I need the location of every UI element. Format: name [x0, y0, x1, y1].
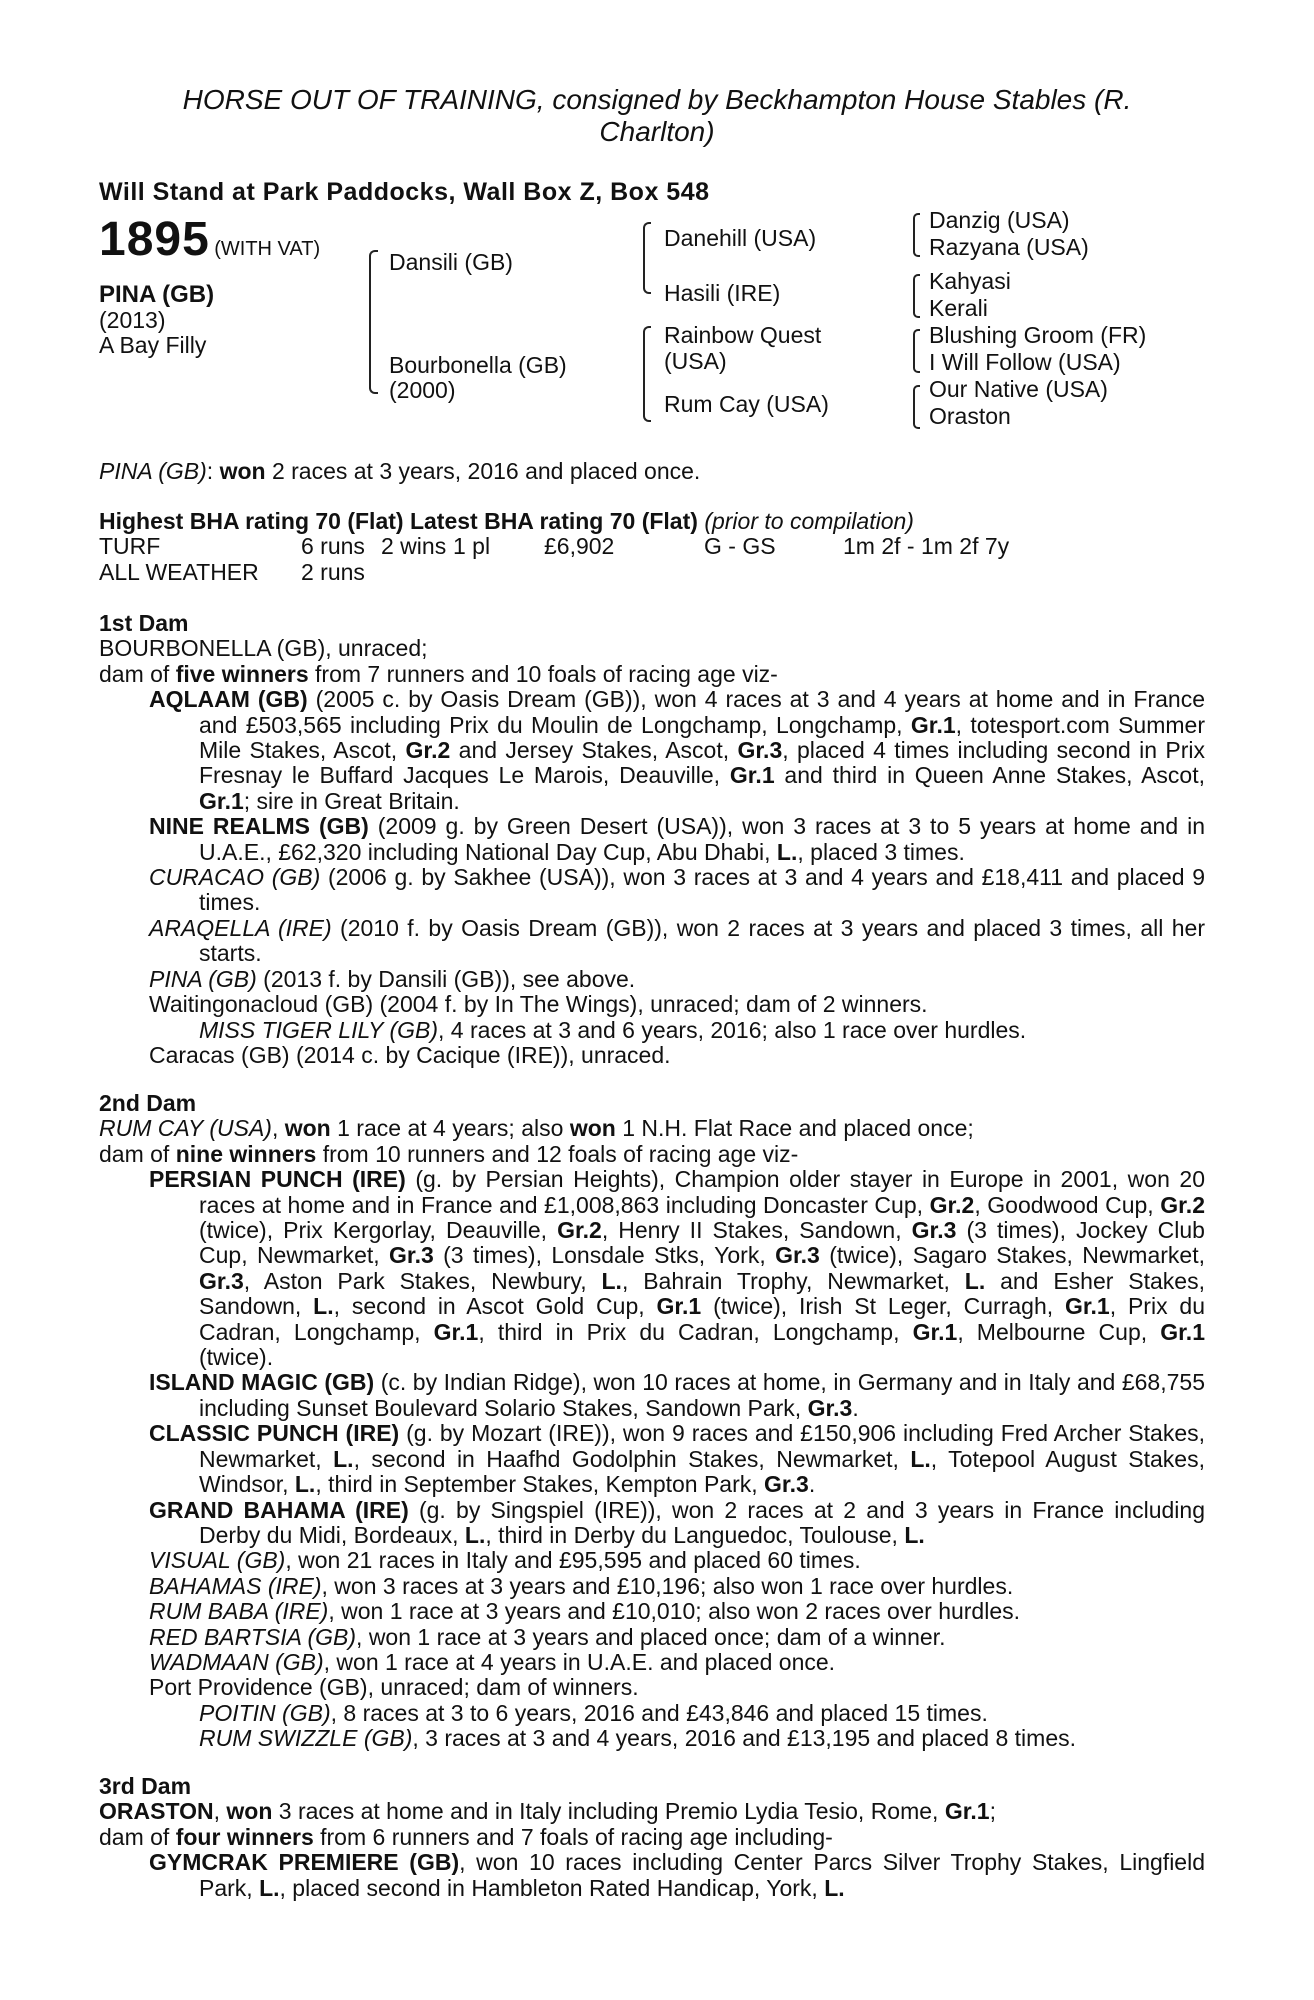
list-item: Port Providence (GB), unraced; dam of winners.	[149, 1674, 639, 1701]
lot-number: 1895	[99, 213, 210, 266]
lot-block	[99, 212, 320, 267]
dam-dam-dam: Oraston	[929, 403, 1011, 429]
horse-name: PINA (GB)	[99, 281, 215, 308]
dam-sire-dam: I Will Follow (USA)	[929, 349, 1121, 375]
list-item: ARAQELLA (IRE) (2010 f. by Oasis Dream (GB)), won 2 races at 3 years and placed 3 times, all her starts.	[149, 914, 1205, 967]
list-item: ISLAND MAGIC (GB) (c. by Indian Ridge), won 10 races at home, in Germany and in Italy and £68,755 including Sunset Boulevard Solario Stakes, Sandown Park, Gr.3.	[149, 1369, 1205, 1421]
g-bracket-2	[913, 274, 920, 318]
horse-info	[99, 282, 214, 359]
list-item: PERSIAN PUNCH (IRE) (g. by Persian Heights), Champion older stayer in Europe in 2001, won 20 races at home and in France and £1,008,863 including Doncaster Cup, Gr.2, Goodwood Cup, Gr.2 (twice), Prix Kergorlay, Deauville, Gr.2, Henry II Stakes, Sandown, Gr.3 (3 times), Jockey Club Cup, Newmarket, Gr.3 (3 times), Lonsdale Stks, York, Gr.3 (twice), Sagaro Stakes, Newmarket, Gr.3, Aston Park Stakes, Newbury, L., Bahrain Trophy, Newmarket, L. and Esher Stakes, Sandown, L., second in Ascot Gold Cup, Gr.1 (twice), Irish St Leger, Curragh, Gr.1, Prix du Cadran, Longchamp, Gr.1, third in Prix du Cadran, Longchamp, Gr.1, Melbourne Cup, Gr.1 (twice).	[149, 1166, 1205, 1371]
horse-desc: A Bay Filly	[99, 332, 207, 358]
list-item: WADMAAN (GB), won 1 race at 4 years in U.A.E. and placed once.	[149, 1648, 836, 1675]
dam-sire-origin: (USA)	[664, 348, 727, 374]
sire-sire-sire: Danzig (USA)	[929, 207, 1070, 233]
list-item: VISUAL (GB), won 21 races in Italy and £95,595 and placed 60 times.	[149, 1547, 861, 1574]
sire-sire: Danehill (USA)	[664, 225, 817, 251]
list-item: POITIN (GB), 8 races at 3 to 6 years, 2016 and £43,846 and placed 15 times.	[199, 1699, 988, 1726]
dam-dam-sire: Our Native (USA)	[929, 376, 1108, 402]
g-bracket-4	[913, 385, 920, 429]
vat-note: (WITH VAT)	[214, 238, 321, 260]
sire: Dansili (GB)	[389, 249, 513, 275]
list-item: GYMCRAK PREMIERE (GB), won 10 races including Center Parcs Silver Trophy Stakes, Lingfield Park, L., placed second in Hambleton Rated Handicap, York, L.	[149, 1849, 1206, 1901]
g-bracket-1	[913, 213, 920, 257]
list-item: RUM SWIZZLE (GB), 3 races at 3 and 4 years, 2016 and £13,195 and placed 8 times.	[199, 1725, 1077, 1752]
list-item: CLASSIC PUNCH (IRE) (g. by Mozart (IRE)), won 9 races and £150,906 including Fred Archer Stakes, Newmarket, L., second in Haafhd Godolphin Stakes, Newmarket, L., Totepool August Stakes, Windsor, L., third in September Stakes, Kempton Park, Gr.3.	[149, 1420, 1205, 1498]
sire-dam-sire: Kahyasi	[929, 268, 1011, 294]
dam-dam: Rum Cay (USA)	[664, 391, 829, 417]
race-record	[99, 534, 1099, 585]
sire-bracket	[643, 222, 651, 294]
g-bracket-3	[913, 329, 920, 373]
third-dam-section: 3rd Dam ORASTON, won 3 races at home and in Italy including Premio Lydia Tesio, Rome, Gr.1; dam of four winners from 6 runners and 7 foals of racing age including- GYMCRAK PREMIERE (GB), won 10 races including Center Parcs Silver Trophy Stakes, Lingfield Park, L., placed second in Hambleton Rated Handicap, York, L.	[99, 1773, 1206, 1901]
all-weather-row: ALL WEATHER 2 runs	[99, 558, 365, 585]
dam-sire: Rainbow Quest	[664, 322, 822, 348]
list-item: RUM BABA (IRE), won 1 race at 3 years and £10,010; also won 2 races over hurdles.	[149, 1598, 1021, 1625]
dam-year: (2000)	[389, 377, 456, 403]
list-item: CURACAO (GB) (2006 g. by Sakhee (USA)), won 3 races at 3 and 4 years and £18,411 and placed 9 times.	[149, 864, 1206, 916]
sire-dam-dam: Kerali	[929, 295, 988, 321]
sire-sire-dam: Razyana (USA)	[929, 234, 1089, 260]
dam-sire-sire: Blushing Groom (FR)	[929, 322, 1147, 348]
list-item: BAHAMAS (IRE), won 3 races at 3 years and £10,196; also won 1 race over hurdles.	[149, 1572, 1014, 1599]
list-item: RED BARTSIA (GB), won 1 race at 3 years and placed once; dam of a winner.	[149, 1623, 946, 1650]
first-dam-section: 1st Dam BOURBONELLA (GB), unraced; dam of five winners from 7 runners and 10 foals of racing age viz- AQLAAM (GB) (2005 c. by Oasis Dream (GB)), won 4 races at 3 and 4 years at home and in France and £503,565 including Prix du Moulin de Longchamp, Longchamp, Gr.1, totesport.com Summer Mile Stakes, Ascot, Gr.2 and Jersey Stakes, Ascot, Gr.3, placed 4 times including second in Prix Fresnay le Buffard Jacques Le Marois, Deauville, Gr.1 and third in Queen Anne Stakes, Ascot, Gr.1; sire in Great Britain. NINE REALMS (GB) (2009 g. by Green Desert (USA)), won 3 races at 3 to 5 years at home and in U.A.E., £62,320 including National Day Cup, Abu Dhabi, L., placed 3 times. CURACAO (GB) (2006 g. by Sakhee (USA)), won 3 races at 3 and 4 years and £18,411 and placed 9 times. ARAQELLA (IRE) (2010 f. by Oasis Dream (GB)), won 2 races at 3 years and placed 3 times, all her starts. PINA (GB) (2013 f. by Dansili (GB)), see above. Waitingonacloud (GB) (2004 f. by In The Wings), unraced; dam of 2 winners. MISS TIGER LILY (GB), 4 races at 3 and 6 years, 2016; also 1 race over hurdles. Caracas (GB) (2014 c. by Cacique (IRE)), unraced.	[99, 610, 1206, 1068]
list-item: Caracas (GB) (2014 c. by Cacique (IRE)), unraced.	[149, 1041, 671, 1068]
horse-year: (2013)	[99, 306, 166, 333]
dam-bracket	[643, 326, 651, 422]
second-dam-section: 2nd Dam RUM CAY (USA), won 1 race at 4 years; also won 1 N.H. Flat Race and placed once; dam of nine winners from 10 runners and 12 foals of racing age viz- PERSIAN PUNCH (IRE) (g. by Persian Heights), Champion older stayer in Europe in 2001, won 20 races at home and in France and £1,008,863 including Doncaster Cup, Gr.2, Goodwood Cup, Gr.2 (twice), Prix Kergorlay, Deauville, Gr.2, Henry II Stakes, Sandown, Gr.3 (3 times), Jockey Club Cup, Newmarket, Gr.3 (3 times), Lonsdale Stks, York, Gr.3 (twice), Sagaro Stakes, Newmarket, Gr.3, Aston Park Stakes, Newbury, L., Bahrain Trophy, Newmarket, L. and Esher Stakes, Sandown, L., second in Ascot Gold Cup, Gr.1 (twice), Irish St Leger, Curragh, Gr.1, Prix du Cadran, Longchamp, Gr.1, third in Prix du Cadran, Longchamp, Gr.1, Melbourne Cup, Gr.1 (twice). ISLAND MAGIC (GB) (c. by Indian Ridge), won 10 races at home, in Germany and in Italy and £68,755 including Sunset Boulevard Solario Stakes, Sandown Park, Gr.3. CLASSIC PUNCH (IRE) (g. by Mozart (IRE)), won 9 races and £150,906 including Fred Archer Stakes, Newmarket, L., second in Haafhd Godolphin Stakes, Newmarket, L., Totepool August Stakes, Windsor, L., third in September Stakes, Kempton Park, Gr.3. GRAND BAHAMA (IRE) (g. by Singspiel (IRE)), won 2 races at 2 and 3 years in France including Derby du Midi, Bordeaux, L., third in Derby du Languedoc, Toulouse, L. VISUAL (GB), won 21 races in Italy and £95,595 and placed 60 times. BAHAMAS (IRE), won 3 races at 3 years and £10,196; also won 1 race over hurdles. RUM BABA (IRE), won 1 race at 3 years and £10,010; also won 2 races over hurdles. RED BARTSIA (GB), won 1 race at 3 years and placed once; dam of a winner. WADMAAN (GB), won 1 race at 4 years in U.A.E. and placed once. Port Providence (GB), unraced; dam of winners. POITIN (GB), 8 races at 3 to 6 years, 2016 and £43,846 and placed 15 times. RUM SWIZZLE (GB), 3 races at 3 and 4 years, 2016 and £13,195 and placed 8 times.	[99, 1090, 1205, 1752]
sire-dam: Hasili (IRE)	[664, 280, 781, 306]
list-item: Waitingonacloud (GB) (2004 f. by In The Wings), unraced; dam of 2 winners.	[149, 991, 928, 1018]
list-item: GRAND BAHAMA (IRE) (g. by Singspiel (IRE)), won 2 races at 2 and 3 years in France including Derby du Midi, Bordeaux, L., third in Derby du Languedoc, Toulouse, L.	[149, 1496, 1205, 1548]
list-item: AQLAAM (GB) (2005 c. by Oasis Dream (GB)), won 4 races at 3 and 4 years at home and in France and £503,565 including Prix du Moulin de Longchamp, Longchamp, Gr.1, totesport.com Summer Mile Stakes, Ascot, Gr.2 and Jersey Stakes, Ascot, Gr.3, placed 4 times including second in Prix Fresnay le Buffard Jacques Le Marois, Deauville, Gr.1 and third in Queen Anne Stakes, Ascot, Gr.1; sire in Great Britain.	[149, 686, 1205, 814]
consignment-title: HORSE OUT OF TRAINING, consigned by Beckhampton House Stables (R. Charlton)	[182, 84, 1132, 147]
dam: Bourbonella (GB)	[389, 352, 567, 378]
turf-row: TURF 6 runs 2 wins 1 pl £6,902 G - GS 1m 2f - 1m 2f 7y	[99, 533, 1010, 559]
race-summary: PINA (GB): won 2 races at 3 years, 2016 and placed once.	[99, 458, 701, 484]
stand-location: Will Stand at Park Paddocks, Wall Box Z, Box 548	[99, 178, 710, 206]
bha-ratings: Highest BHA rating 70 (Flat) Latest BHA rating 70 (Flat) (prior to compilation)	[99, 508, 914, 534]
list-item: PINA (GB) (2013 f. by Dansili (GB)), see above.	[149, 965, 636, 992]
list-item: NINE REALMS (GB) (2009 g. by Green Desert (USA)), won 3 races at 3 to 5 years at home and in U.A.E., £62,320 including National Day Cup, Abu Dhabi, L., placed 3 times.	[149, 813, 1205, 865]
pedigree-bracket	[369, 250, 378, 394]
list-item: MISS TIGER LILY (GB), 4 races at 3 and 6 years, 2016; also 1 race over hurdles.	[199, 1016, 1027, 1043]
